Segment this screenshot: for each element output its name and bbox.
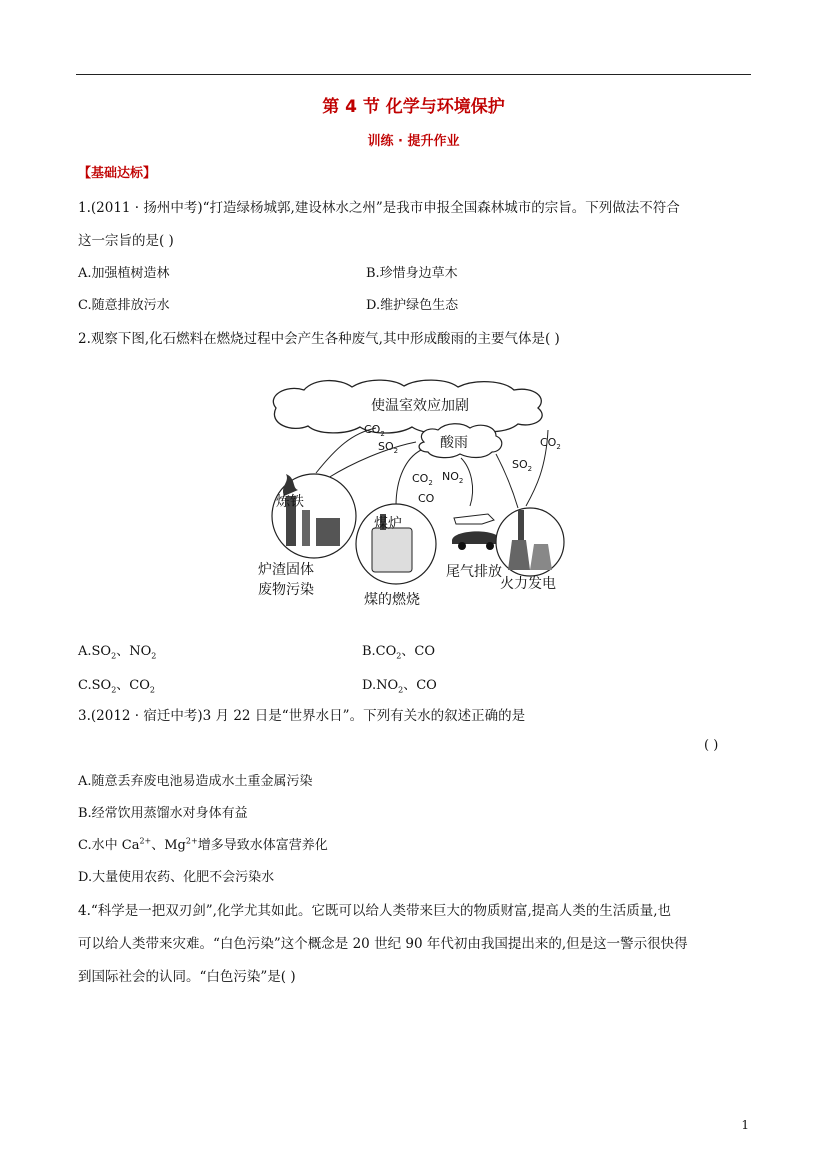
no2-mid-label: $NO_2$: [442, 470, 464, 485]
page-number: 1: [741, 1118, 749, 1132]
q4-stem-line2: 可以给人类带来灾难。“白色污染”这个概念是 20 世纪 90 年代初由我国提出来的,但是这一警示很快得: [78, 936, 688, 952]
fossil-fuel-pollution-diagram: [256, 378, 566, 610]
slag-label-line1: 炉渣固体: [258, 562, 314, 578]
q3-stem: 3.(2012 · 宿迁中考)3 月 22 日是“世界水日”。下列有关水的叙述正确的是: [78, 708, 526, 724]
q2-option-d: $D.NO_2$、CO: [362, 678, 437, 695]
section-heading: 【基础达标】: [78, 166, 157, 181]
header-rule: [76, 74, 751, 75]
q1-option-c: C.随意排放污水: [78, 298, 170, 313]
q3-option-c: C.水中 $Ca^{2+}$、$Mg^{2+}$增多导致水体富营养化: [78, 836, 328, 853]
q3-option-d: D.大量使用农药、化肥不会污染水: [78, 870, 275, 885]
q2-option-a: $A.SO_2$、$NO_2$: [78, 644, 157, 661]
co-mid-label: CO: [418, 492, 435, 505]
q4-stem-line1: 4.“科学是一把双刃剑”,化学尤其如此。它既可以给人类带来巨大的物质财富,提高人类的生活质量,也: [78, 903, 672, 919]
q1-option-d: D.维护绿色生态: [366, 298, 459, 313]
q4-stem-line3: 到国际社会的认同。“白色污染”是( ): [78, 969, 296, 985]
q3-answer-paren: ( ): [704, 738, 719, 753]
so2-left-label: $SO_2$: [378, 440, 399, 455]
q3-option-a: A.随意丢弃废电池易造成水土重金属污染: [78, 774, 313, 789]
q2-stem: 2.观察下图,化石燃料在燃烧过程中会产生各种废气,其中形成酸雨的主要气体是( ): [78, 331, 560, 347]
page-title: 第 4 节 化学与环境保护: [322, 97, 505, 117]
so2-right-label: $SO_2$: [512, 458, 533, 473]
q2-option-c: $C.SO_2$、$CO_2$: [78, 678, 155, 695]
acid-rain-label: 酸雨: [440, 435, 468, 451]
coal-stove-label: 煤炉: [374, 516, 402, 532]
ironworks-label: 炼铁: [276, 494, 304, 510]
page-subtitle: 训练 · 提升作业: [367, 134, 460, 149]
power-plant-circle: [496, 508, 564, 576]
q3-option-b: B.经常饮用蒸馏水对身体有益: [78, 806, 248, 821]
greenhouse-label: 使温室效应加剧: [371, 398, 469, 414]
q1-stem-line2: 这一宗旨的是( ): [78, 233, 174, 249]
slag-label-line2: 废物污染: [258, 582, 314, 598]
power-label: 火力发电: [500, 576, 556, 592]
coal-burn-label: 煤的燃烧: [364, 592, 420, 608]
co2-right-label: $CO_2$: [540, 436, 561, 451]
vehicle-icons: [452, 514, 500, 550]
coal-stove-body: [372, 528, 412, 572]
co2-left-label: $CO_2$: [364, 423, 385, 438]
exhaust-label: 尾气排放: [446, 564, 502, 580]
q1-option-a: A.加强植树造林: [78, 266, 170, 281]
q1-option-b: B.珍惜身边草木: [366, 266, 458, 281]
co2-mid-label: $CO_2$: [412, 472, 433, 487]
q2-option-b: $B.CO_2$、CO: [362, 644, 435, 661]
q1-stem-line1: 1.(2011 · 扬州中考)“打造绿杨城郭,建设林水之州”是我市申报全国森林城市的宗旨。下列做法不符合: [78, 200, 680, 216]
